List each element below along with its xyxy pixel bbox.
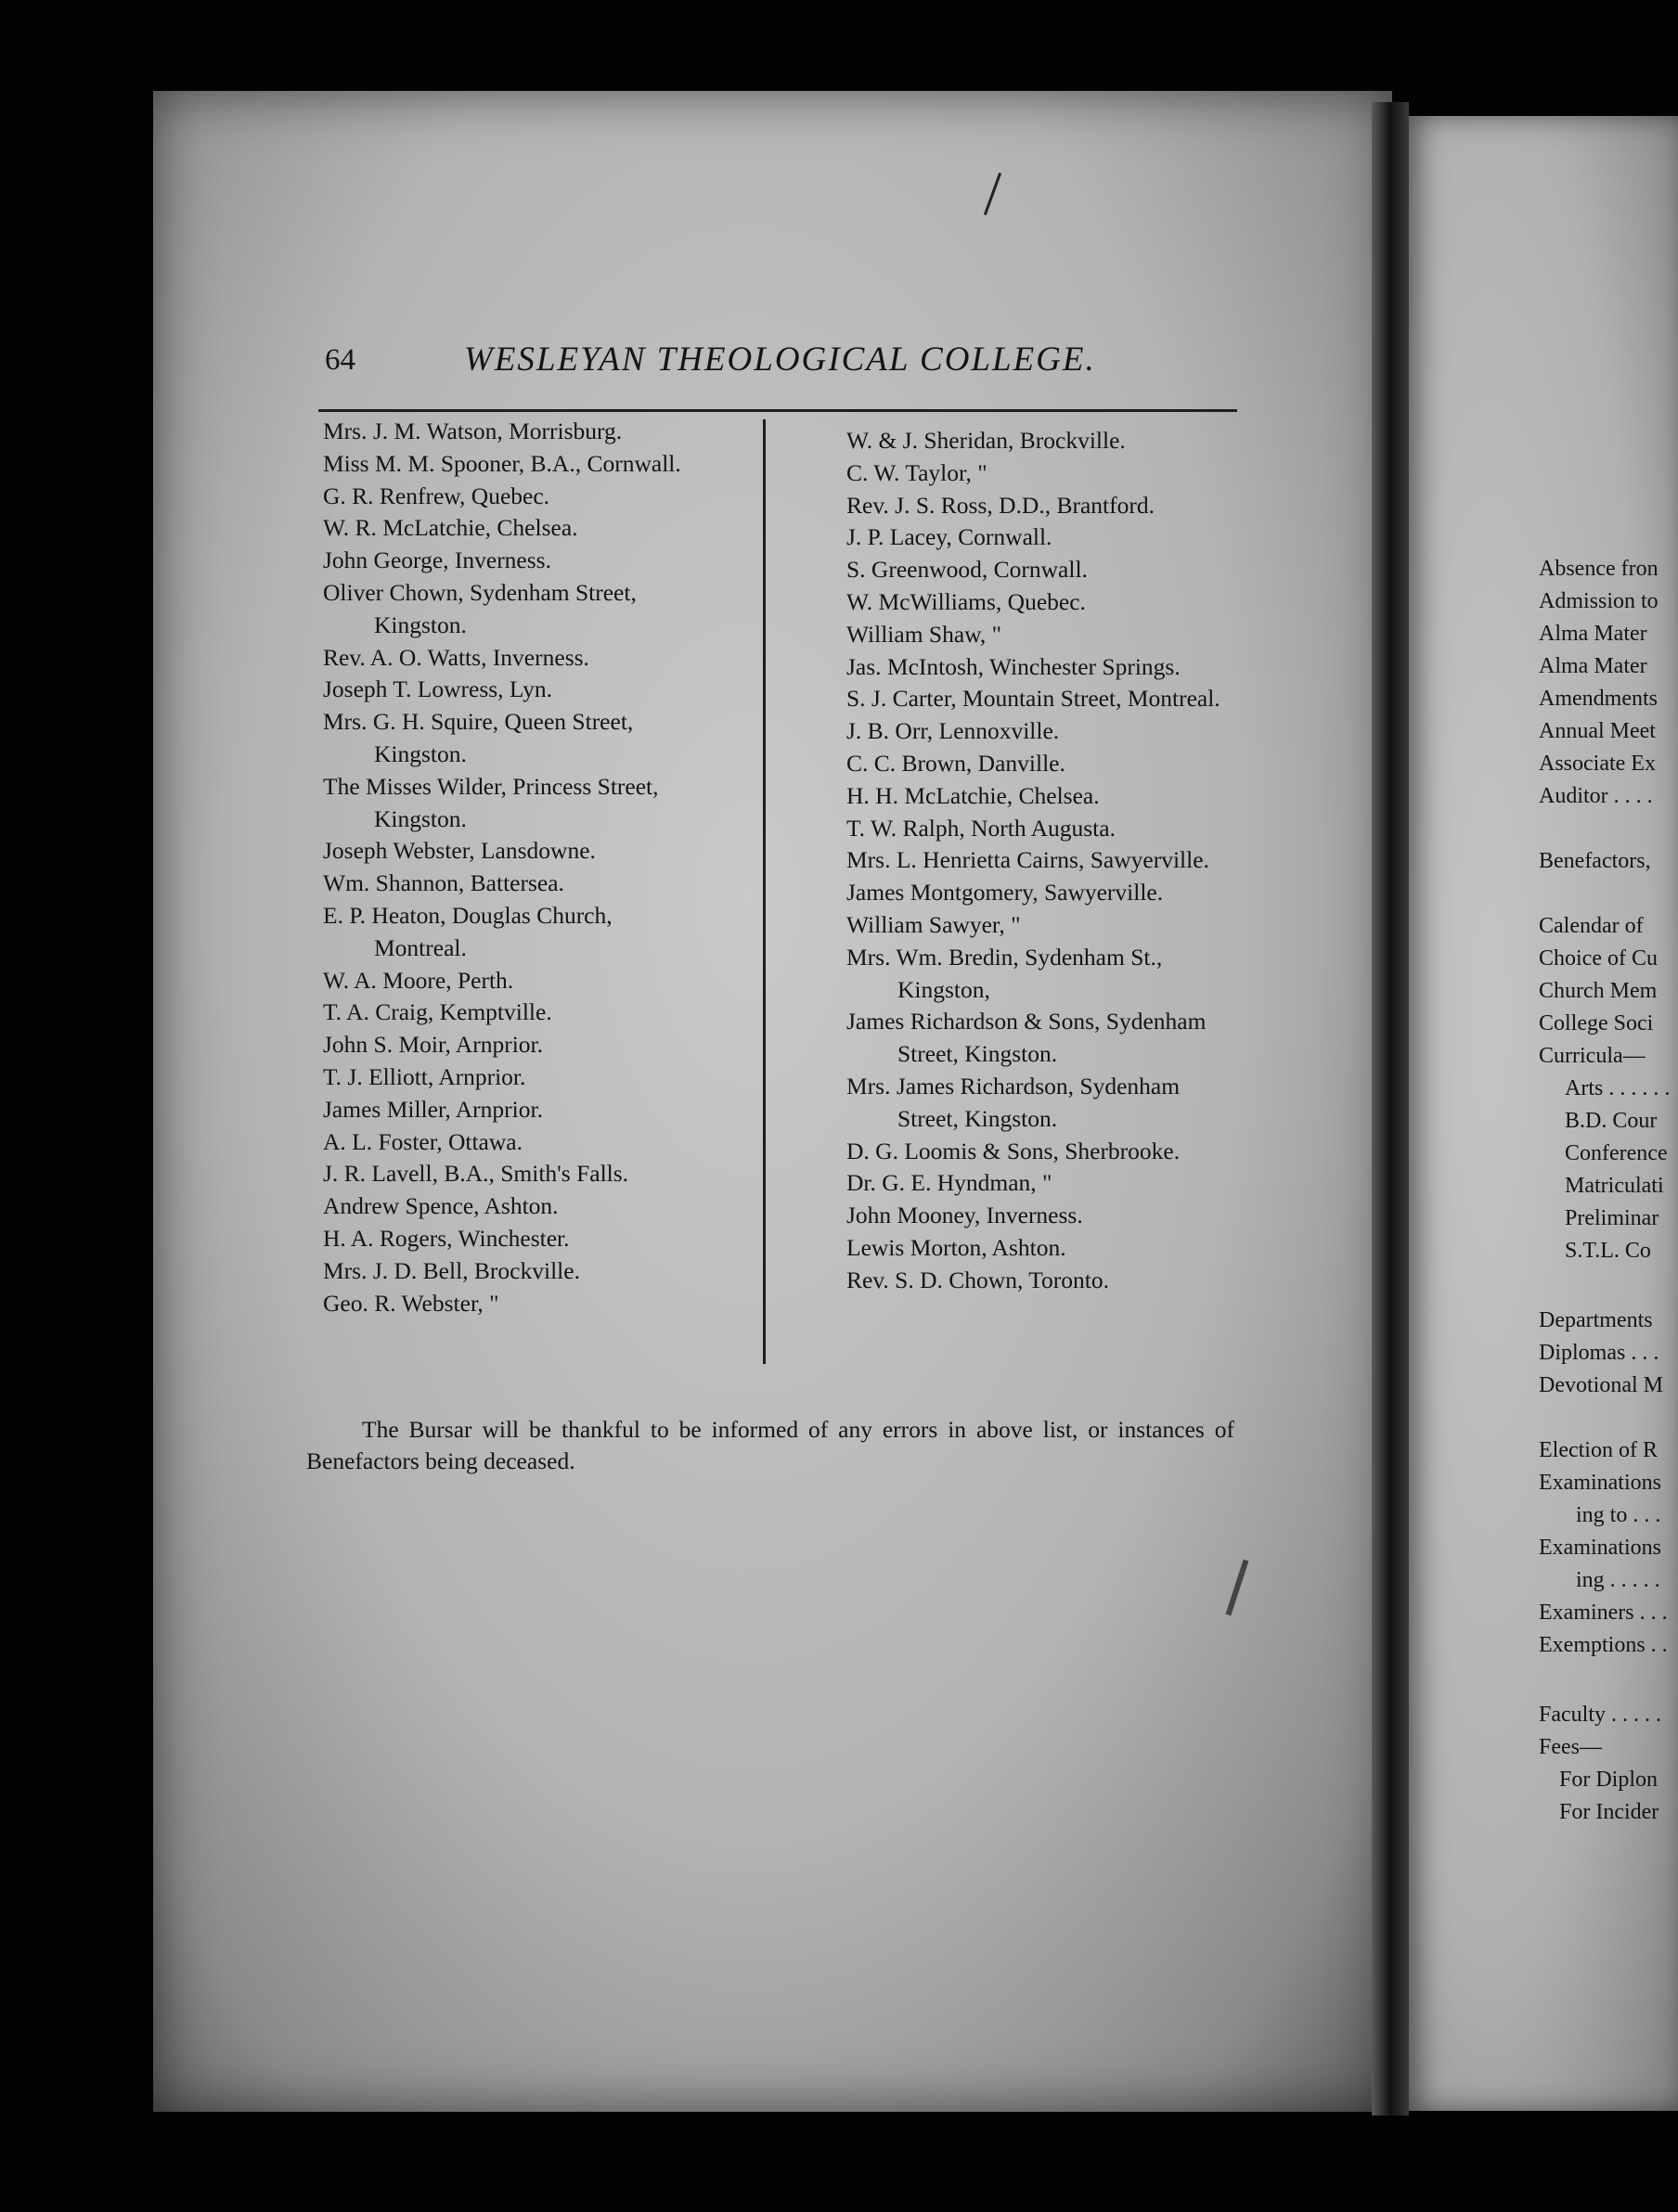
benefactor-entry: T. A. Craig, Kemptville. (323, 998, 552, 1026)
benefactor-entry: Miss M. M. Spooner, B.A., Cornwall. (323, 449, 681, 477)
benefactors-right-column (846, 425, 1236, 1297)
benefactor-entry: Mrs. J. D. Bell, Brockville. (323, 1256, 580, 1284)
index-entry: Admission to (1539, 589, 1659, 613)
benefactor-entry: Lewis Morton, Ashton. (846, 1233, 1066, 1261)
benefactor-entry: C. W. Taylor, " (846, 458, 987, 486)
index-entry: Examiners . . . (1539, 1601, 1668, 1625)
benefactor-entry: J. P. Lacey, Cornwall. (846, 523, 1052, 551)
index-entry: B.D. Cour (1565, 1109, 1658, 1133)
benefactor-entry: William Sawyer, " (846, 910, 1021, 938)
benefactor-entry: T. J. Elliott, Arnprior. (323, 1062, 526, 1090)
index-entry: For Incider (1559, 1800, 1659, 1824)
index-entry: Departments (1539, 1308, 1653, 1332)
benefactor-entry: James Montgomery, Sawyerville. (846, 879, 1164, 907)
benefactor-entry: Wm. Shannon, Battersea. (323, 869, 564, 897)
benefactor-entry: Mrs. J. M. Watson, Morrisburg. (323, 418, 623, 444)
index-entry: Choice of Cu (1539, 946, 1658, 971)
benefactor-entry: Rev. J. S. Ross, D.D., Brantford. (846, 491, 1155, 519)
benefactor-entry: J. R. Lavell, B.A., Smith's Falls. (323, 1160, 629, 1188)
benefactor-entry: Jas. McIntosh, Winchester Springs. (846, 652, 1181, 680)
benefactor-entry: Mrs. James Richardson, Sydenham Street, Kingston. (846, 1072, 1181, 1132)
benefactor-entry: Mrs. L. Henrietta Cairns, Sawyerville. (846, 846, 1209, 874)
benefactors-left-column (323, 416, 703, 1319)
benefactor-entry: John S. Moir, Arnprior. (323, 1031, 543, 1059)
index-entry: Exemptions . . (1539, 1633, 1668, 1657)
index-entry: S.T.L. Co (1565, 1239, 1651, 1263)
benefactor-entry: Mrs. G. H. Squire, Queen Street, Kingston. (323, 708, 634, 767)
index-entry: ing to . . . (1576, 1503, 1661, 1527)
index-entry: Faculty . . . . . (1539, 1703, 1661, 1727)
index-entry: Calendar of (1539, 914, 1644, 938)
benefactor-entry: J. B. Orr, Lennoxville. (846, 717, 1060, 745)
benefactor-entry: Andrew Spence, Ashton. (323, 1192, 559, 1220)
index-entry: Amendments (1539, 687, 1658, 711)
benefactor-entry: The Misses Wilder, Princess Street, Kingston. (323, 772, 659, 832)
benefactor-entry: G. R. Renfrew, Quebec. (323, 482, 550, 509)
benefactor-entry: S. Greenwood, Cornwall. (846, 556, 1088, 584)
index-entry: Devotional M (1539, 1373, 1663, 1397)
benefactor-entry: Geo. R. Webster, " (323, 1289, 499, 1317)
index-entry: Conference (1565, 1141, 1668, 1165)
benefactor-entry: Mrs. Wm. Bredin, Sydenham St., Kingston, (846, 943, 1163, 1003)
page-number: 64 (325, 343, 355, 377)
index-entry: Absence fron (1539, 557, 1659, 581)
index-entry: Preliminar (1565, 1206, 1659, 1230)
index-entry: Alma Mater (1539, 654, 1647, 678)
benefactor-entry: T. W. Ralph, North Augusta. (846, 814, 1116, 842)
column-divider (763, 419, 766, 1364)
index-entry: Examinations (1539, 1471, 1661, 1495)
benefactor-entry: W. & J. Sheridan, Brockville. (846, 427, 1126, 454)
index-entry: Diplomas . . . (1539, 1341, 1659, 1365)
benefactor-entry: E. P. Heaton, Douglas Church, Montreal. (323, 901, 613, 961)
index-entry: College Soci (1539, 1011, 1654, 1035)
index-entry: ing . . . . . (1576, 1568, 1660, 1592)
benefactor-entry: William Shaw, " (846, 620, 1002, 648)
index-entry: Auditor . . . . (1539, 784, 1653, 808)
index-entry: Church Mem (1539, 979, 1658, 1003)
index-entry: Curricula— (1539, 1044, 1646, 1068)
benefactor-entry: W. McWilliams, Quebec. (846, 587, 1086, 615)
benefactor-entry: A. L. Foster, Ottawa. (323, 1127, 523, 1155)
index-entry: Annual Meet (1539, 719, 1656, 743)
benefactor-entry: D. G. Loomis & Sons, Sherbrooke. (846, 1137, 1181, 1164)
page-header (325, 336, 1239, 392)
index-entry: Benefactors, (1539, 849, 1651, 873)
benefactor-entry: Joseph Webster, Lansdowne. (323, 837, 596, 865)
benefactor-entry: Dr. G. E. Hyndman, " (846, 1169, 1052, 1197)
benefactor-entry: S. J. Carter, Mountain Street, Montreal. (846, 685, 1220, 713)
book-gutter (1372, 102, 1409, 2116)
index-entry: Examinations (1539, 1536, 1661, 1560)
index-entry: For Diplon (1559, 1768, 1659, 1792)
benefactor-entry: H. A. Rogers, Winchester. (323, 1224, 570, 1252)
benefactor-entry: W. A. Moore, Perth. (323, 966, 514, 994)
index-entry: Election of R (1539, 1438, 1658, 1462)
benefactor-entry: John Mooney, Inverness. (846, 1202, 1083, 1229)
benefactor-entry: W. R. McLatchie, Chelsea. (323, 514, 578, 542)
index-entry: Matriculati (1565, 1174, 1664, 1198)
index-entry: Associate Ex (1539, 752, 1656, 776)
bursar-note: The Bursar will be thankful to be informed of any errors in above list, or instances of Benefactors being deceased. (306, 1415, 1234, 1474)
benefactor-entry: John George, Inverness. (323, 547, 551, 574)
benefactor-entry: Oliver Chown, Sydenham Street, Kingston. (323, 578, 637, 638)
benefactor-entry: Rev. S. D. Chown, Toronto. (846, 1266, 1109, 1293)
running-title: WESLEYAN THEOLOGICAL COLLEGE. (464, 341, 1096, 379)
index-entry: Fees— (1539, 1735, 1602, 1759)
benefactor-entry: H. H. McLatchie, Chelsea. (846, 781, 1100, 809)
benefactor-entry: James Miller, Arnprior. (323, 1095, 543, 1123)
benefactor-entry: Joseph T. Lowress, Lyn. (323, 675, 552, 703)
index-entry: Alma Mater (1539, 622, 1647, 646)
benefactor-entry: Rev. A. O. Watts, Inverness. (323, 643, 589, 671)
header-rule (318, 409, 1237, 412)
index-entry: Arts . . . . . . (1565, 1076, 1671, 1100)
benefactor-entry: James Richardson & Sons, Sydenham Street, Kingston. (846, 1008, 1207, 1068)
facing-page-index (1539, 557, 1678, 1856)
benefactor-entry: C. C. Brown, Danville. (846, 749, 1065, 777)
